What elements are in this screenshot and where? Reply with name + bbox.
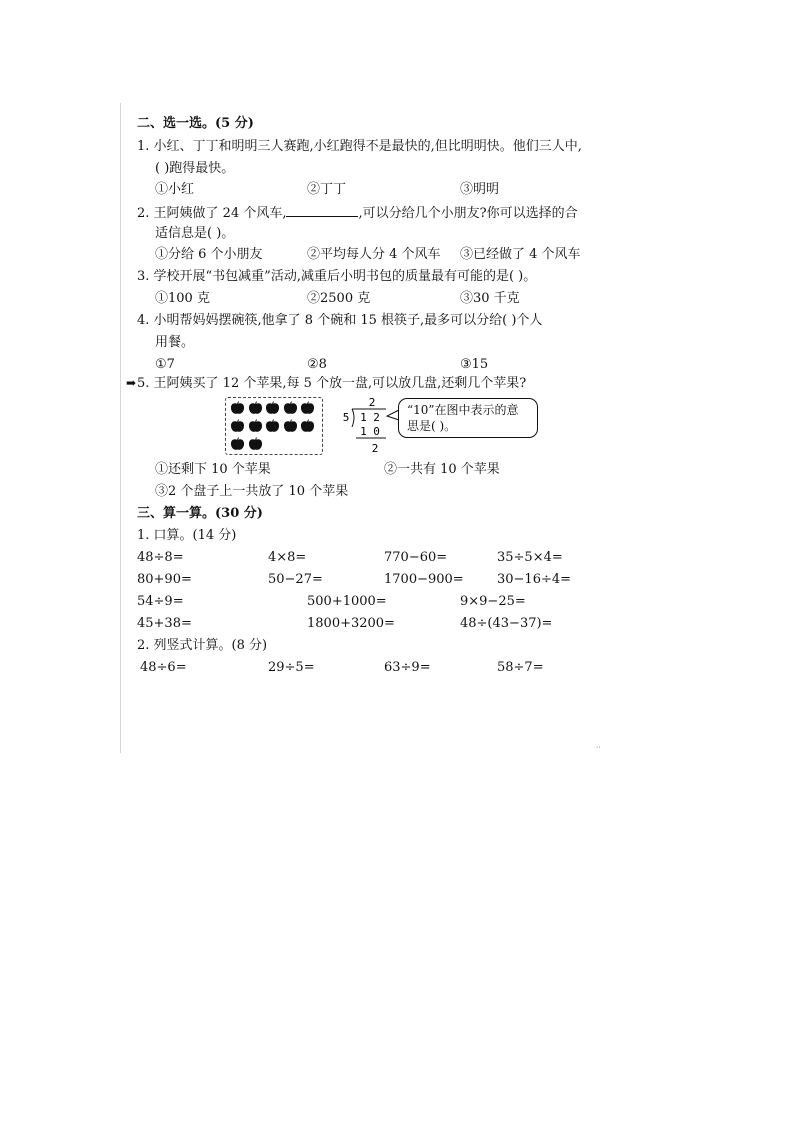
calc-r2-c3[interactable]: 1700−900= [384, 572, 464, 587]
apple-icon [300, 401, 315, 415]
calc-r1-c1[interactable]: 48÷8= [137, 550, 184, 565]
q2-option-c[interactable]: ③已经做了 4 个风车 [460, 247, 581, 262]
calc-r3-c1[interactable]: 54÷9= [137, 594, 184, 609]
q5-stem: 5. 王阿姨买了 12 个苹果,每 5 个放一盘,可以放几盘,还剩几个苹果? [137, 376, 527, 391]
q1-option-a[interactable]: ①小红 [155, 182, 195, 197]
q2-stem-line2: 适信息是( )。 [155, 226, 235, 241]
division-product: 1 0 [360, 425, 380, 438]
q5-option-b[interactable]: ②一共有 10 个苹果 [384, 462, 500, 477]
arrow-marker-icon: ➡ [126, 376, 137, 390]
q1-stem-line1: 1. 小红、丁丁和明明三人赛跑,小红跑得不是最快的,但比明明快。他们三人中, [137, 139, 582, 154]
q3-option-b[interactable]: ②2500 克 [307, 291, 371, 306]
speech-bubble [398, 398, 538, 438]
calc-r4-c2[interactable]: 1800+3200= [307, 616, 395, 631]
division-quotient: 2 [368, 396, 376, 409]
q5-option-c[interactable]: ③2 个盘子上一共放了 10 个苹果 [155, 484, 349, 499]
bubble-line2: 思是( )。 [407, 419, 457, 433]
q2-stem-part1: 2. 王阿姨做了 24 个风车, [137, 206, 287, 221]
vertical-calc-2[interactable]: 29÷5= [268, 660, 315, 675]
apple-icon [265, 419, 280, 433]
part1-title: 1. 口算。(14 分) [137, 528, 237, 543]
apple-icon [248, 401, 263, 415]
q2-blank[interactable] [286, 204, 358, 217]
part2-title: 2. 列竖式计算。(8 分) [137, 638, 268, 653]
q2-option-a[interactable]: ①分给 6 个小朋友 [155, 247, 263, 262]
q3-option-a[interactable]: ①100 克 [155, 291, 210, 306]
division-dividend: 1 2 [360, 411, 380, 424]
section2-title: 二、选一选。(5 分) [137, 116, 254, 131]
q4-option-c[interactable]: ③15 [460, 357, 489, 372]
apple-icon [230, 401, 245, 415]
apple-icon [248, 419, 263, 433]
division-remainder: 2 [371, 442, 379, 455]
section3-title: 三、算一算。(30 分) [137, 506, 263, 521]
q5-option-a[interactable]: ①还剩下 10 个苹果 [155, 462, 271, 477]
q2-option-b[interactable]: ②平均每人分 4 个风车 [307, 247, 441, 262]
calc-r4-c3[interactable]: 48÷(43−37)= [460, 616, 553, 631]
q3-option-c[interactable]: ③30 千克 [460, 291, 520, 306]
calc-r3-c3[interactable]: 9×9−25= [460, 594, 526, 609]
q2-stem-line1 [137, 204, 578, 222]
q4-option-b[interactable]: ②8 [307, 357, 327, 372]
q1-option-b[interactable]: ②丁丁 [307, 182, 347, 197]
calc-r2-c2[interactable]: 50−27= [268, 572, 323, 587]
calc-r3-c2[interactable]: 500+1000= [307, 594, 387, 609]
q1-option-c[interactable]: ③明明 [460, 182, 500, 197]
calc-r1-c3[interactable]: 770−60= [384, 550, 448, 565]
vertical-calc-1[interactable]: 48÷6= [140, 660, 187, 675]
calc-r1-c4[interactable]: 35÷5×4= [497, 550, 563, 565]
calc-r2-c1[interactable]: 80+90= [137, 572, 192, 587]
apple-icon [283, 401, 298, 415]
calc-r1-c2[interactable]: 4×8= [268, 550, 307, 565]
apple-icon [230, 419, 245, 433]
apple-icon [248, 437, 263, 451]
apple-icon [230, 437, 245, 451]
q2-stem-part2: ,可以分给几个小朋友?你可以选择的合 [358, 206, 578, 221]
apple-icon [300, 419, 315, 433]
scan-speck: ⸱⸱ [596, 743, 601, 753]
vertical-calc-3[interactable]: 63÷9= [384, 660, 431, 675]
q4-stem-line2: 用餐。 [155, 335, 195, 350]
q3-stem: 3. 学校开展“书包减重”活动,减重后小明书包的质量最有可能的是( )。 [137, 269, 537, 284]
calc-r2-c4[interactable]: 30−16÷4= [497, 572, 572, 587]
q4-stem-line1: 4. 小明帮妈妈摆碗筷,他拿了 8 个碗和 15 根筷子,最多可以分给( )个人 [137, 313, 543, 328]
division-divisor: 5 [342, 411, 350, 424]
bubble-line1: “10”在图中表示的意 [407, 403, 519, 417]
q4-option-a[interactable]: ①7 [155, 357, 175, 372]
long-division [340, 395, 390, 457]
vertical-calc-4[interactable]: 58÷7= [497, 660, 544, 675]
q1-stem-line2: ( )跑得最快。 [155, 161, 235, 176]
margin-line [120, 103, 121, 753]
apple-icon [265, 401, 280, 415]
calc-r4-c1[interactable]: 45+38= [137, 616, 192, 631]
apple-icon [283, 419, 298, 433]
apples-illustration [225, 397, 323, 455]
